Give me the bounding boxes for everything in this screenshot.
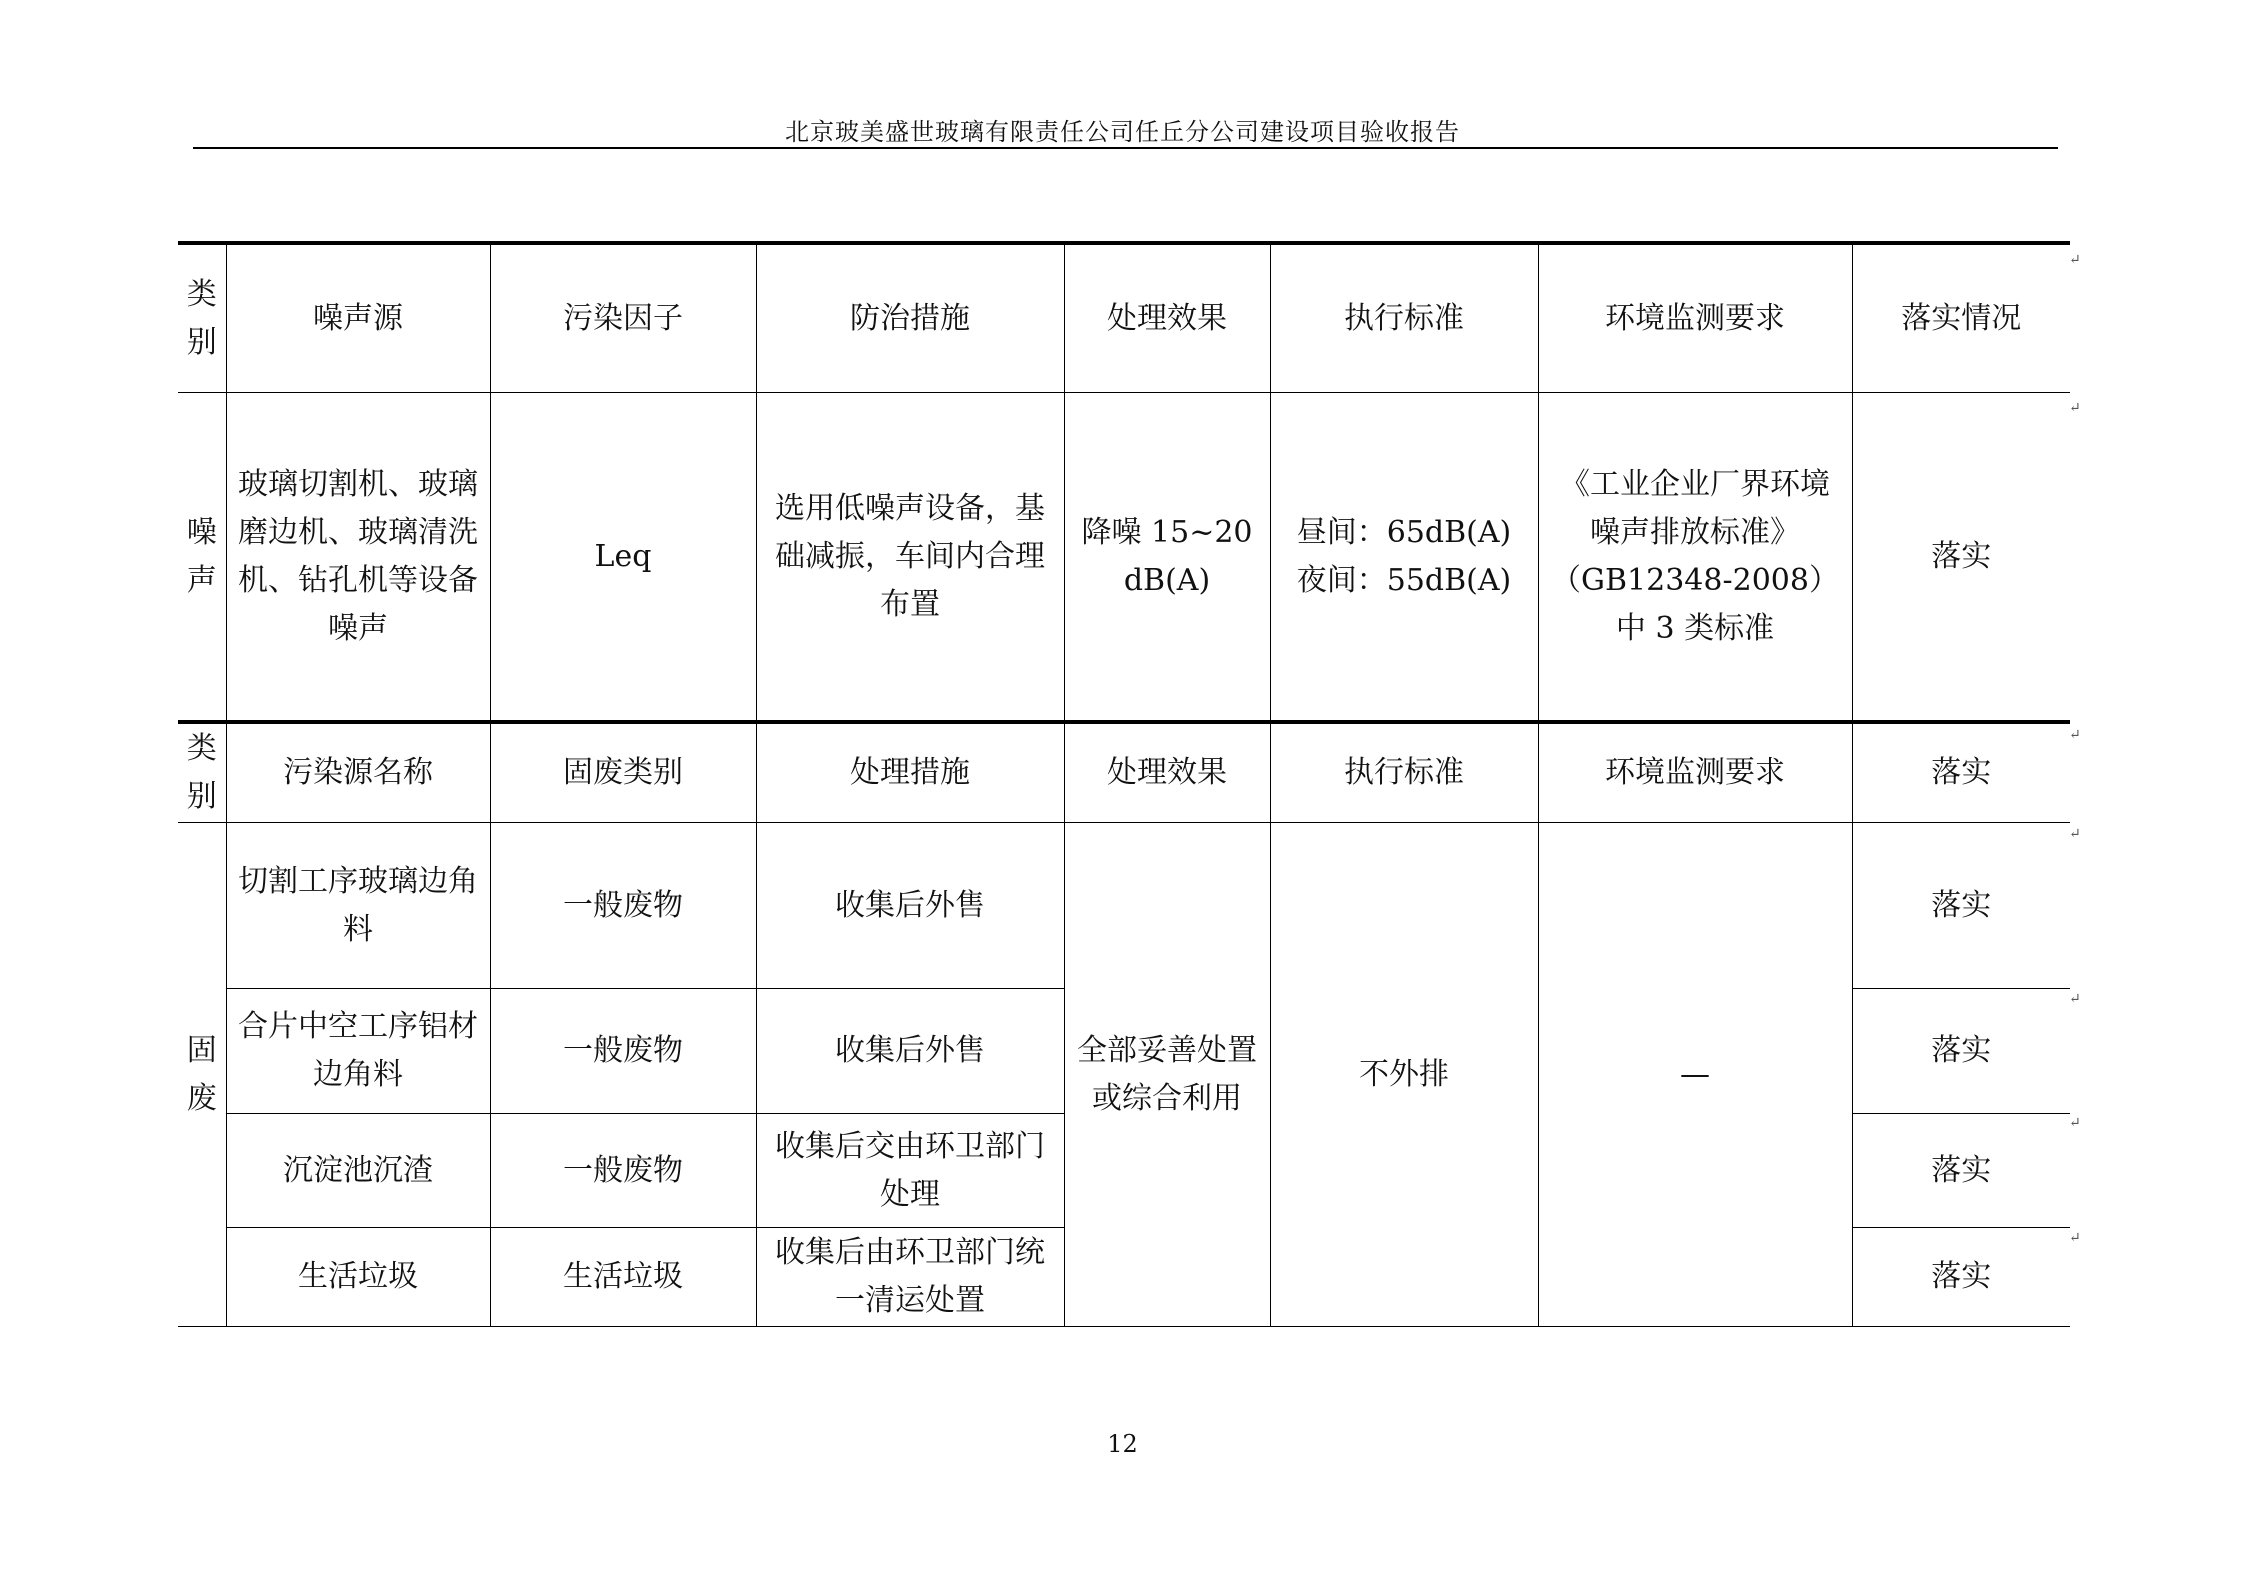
waste-measure: 收集后外售 (756, 989, 1064, 1114)
waste-measure: 收集后外售 (756, 823, 1064, 989)
noise-source: 玻璃切割机、玻璃磨边机、玻璃清洗机、钻孔机等设备噪声 (226, 393, 490, 723)
waste-header-type: 固废类别 (490, 722, 756, 823)
page-header-title: 北京玻美盛世玻璃有限责任公司任丘分公司建设项目验收报告 (785, 118, 1460, 146)
header-monitoring: 环境监测要求 (1538, 243, 1852, 393)
waste-type: 一般废物 (490, 1114, 756, 1228)
header-measures: 防治措施 (756, 243, 1064, 393)
return-mark-icon: ↵ (2069, 400, 2081, 416)
noise-standard (1270, 393, 1538, 723)
waste-standard: 不外排 (1270, 823, 1538, 1327)
noise-standard-day: 昼间：65dB(A) (1296, 514, 1512, 550)
noise-measures: 选用低噪声设备，基础减振，车间内合理布置 (756, 393, 1064, 723)
page-number: 12 (1107, 1430, 1138, 1458)
header-noise-source: 噪声源 (226, 243, 490, 393)
waste-category: 固废 (178, 823, 226, 1327)
waste-header-category: 类别 (178, 722, 226, 823)
waste-effect: 全部妥善处置或综合利用 (1064, 823, 1270, 1327)
waste-type: 生活垃圾 (490, 1228, 756, 1327)
waste-status: 落实 (1852, 989, 2070, 1114)
waste-status: 落实 (1852, 1114, 2070, 1228)
header-rule (193, 147, 2058, 149)
waste-header-monitoring: 环境监测要求 (1538, 722, 1852, 823)
noise-status: 落实 (1852, 393, 2070, 723)
waste-status: 落实 (1852, 1228, 2070, 1327)
waste-header-source: 污染源名称 (226, 722, 490, 823)
waste-source: 合片中空工序铝材边角料 (226, 989, 490, 1114)
return-mark-icon: ↵ (2069, 826, 2081, 842)
waste-header-standard: 执行标准 (1270, 722, 1538, 823)
header-category: 类别 (178, 243, 226, 393)
noise-monitoring: 《工业企业厂界环境噪声排放标准》（GB12348-2008）中 3 类标准 (1538, 393, 1852, 723)
noise-standard-night: 夜间：55dB(A) (1296, 562, 1512, 598)
noise-effect: 降噪 15~20 dB(A) (1064, 393, 1270, 723)
noise-category: 噪声 (178, 393, 226, 723)
table-row (178, 823, 2070, 989)
header-pollution-factor: 污染因子 (490, 243, 756, 393)
waste-header-status: 落实 (1852, 722, 2070, 823)
waste-source: 沉淀池沉渣 (226, 1114, 490, 1228)
waste-type: 一般废物 (490, 989, 756, 1114)
noise-factor: Leq (490, 393, 756, 723)
waste-monitoring: — (1538, 823, 1852, 1327)
return-mark-icon: ↵ (2069, 252, 2081, 268)
noise-data-row (178, 393, 2070, 723)
header-status: 落实情况 (1852, 243, 2070, 393)
noise-header-row (178, 243, 2070, 393)
waste-header-measures: 处理措施 (756, 722, 1064, 823)
acceptance-table (178, 241, 2070, 1327)
waste-source: 切割工序玻璃边角料 (226, 823, 490, 989)
header-standard: 执行标准 (1270, 243, 1538, 393)
return-mark-icon: ↵ (2069, 1230, 2081, 1246)
waste-status: 落实 (1852, 823, 2070, 989)
waste-source: 生活垃圾 (226, 1228, 490, 1327)
header-effect: 处理效果 (1064, 243, 1270, 393)
waste-header-effect: 处理效果 (1064, 722, 1270, 823)
waste-measure: 收集后交由环卫部门处理 (756, 1114, 1064, 1228)
return-mark-icon: ↵ (2069, 1115, 2081, 1131)
waste-header-row (178, 722, 2070, 823)
waste-measure: 收集后由环卫部门统一清运处置 (756, 1228, 1064, 1327)
return-mark-icon: ↵ (2069, 727, 2081, 743)
return-mark-icon: ↵ (2069, 991, 2081, 1007)
waste-type: 一般废物 (490, 823, 756, 989)
